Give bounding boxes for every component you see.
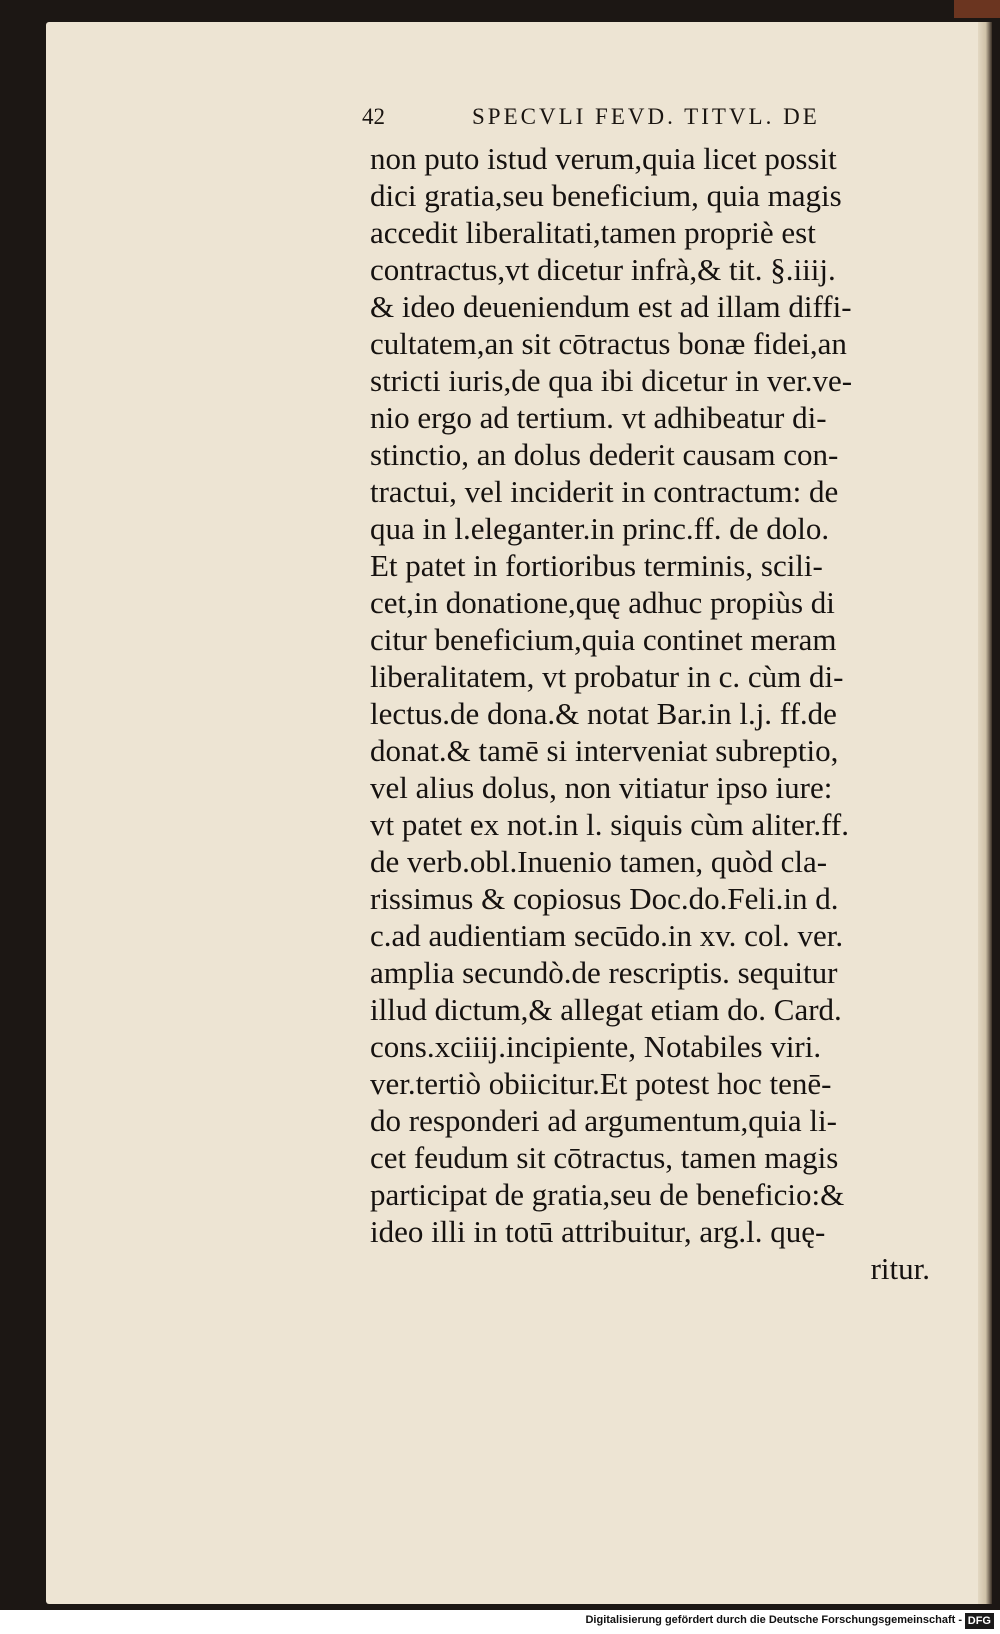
- text-line: donat.& tamē si interveniat subreptio,: [370, 733, 839, 768]
- text-line: cet feudum sit cōtractus, tamen magis: [370, 1140, 839, 1175]
- text-line: lectus.de dona.& notat Bar.in l.j. ff.de: [370, 696, 837, 731]
- text-line: vel alius dolus, non vitiatur ipso iure:: [370, 770, 833, 805]
- text-line: rissimus & copiosus Doc.do.Feli.in d.: [370, 881, 839, 916]
- text-line: illud dictum,& allegat etiam do. Card.: [370, 992, 842, 1027]
- text-line: cons.xciiij.incipiente, Notabiles viri.: [370, 1029, 822, 1064]
- text-line: ideo illi in totū attribuitur, arg.l. quę-: [370, 1214, 826, 1249]
- text-line: de verb.obl.Inuenio tamen, quòd cla-: [370, 844, 828, 879]
- text-line: qua in l.eleganter.in princ.ff. de dolo.: [370, 511, 830, 546]
- dfg-logo: DFG: [965, 1613, 994, 1629]
- body-text: [370, 140, 950, 1287]
- text-line: accedit liberalitati,tamen propriè est: [370, 215, 816, 250]
- text-line: liberalitatem, vt probatur in c. cùm di-: [370, 659, 844, 694]
- running-header: [362, 104, 882, 130]
- catchword: ritur.: [870, 1251, 930, 1286]
- text-line: c.ad audientiam secūdo.in xv. col. ver.: [370, 918, 844, 953]
- text-line: stinctio, an dolus dederit causam con-: [370, 437, 839, 472]
- text-line: stricti iuris,de qua ibi dicetur in ver.ve-: [370, 363, 853, 398]
- text-line: participat de gratia,seu de beneficio:&: [370, 1177, 845, 1212]
- text-line: cultatem,an sit cōtractus bonæ fidei,an: [370, 326, 847, 361]
- text-line: cet,in donatione,quę adhuc propiùs di: [370, 585, 835, 620]
- text-line: non puto istud verum,quia licet possit: [370, 141, 837, 176]
- folio-number: 42: [362, 104, 385, 129]
- footer-bar: [0, 1610, 1000, 1634]
- text-line: Et patet in fortioribus terminis, scili-: [370, 548, 823, 583]
- text-line: & ideo deueniendum est ad illam diffi-: [370, 289, 852, 324]
- text-line: vt patet ex not.in l. siquis cùm aliter.ff.: [370, 807, 849, 842]
- text-line: amplia secundò.de rescriptis. sequitur: [370, 955, 838, 990]
- text-line: tractui, vel inciderit in contractum: de: [370, 474, 839, 509]
- text-line: citur beneficium,quia continet meram: [370, 622, 837, 657]
- text-line: dici gratia,seu beneficium, quia magis: [370, 178, 842, 213]
- binding-corner: [954, 0, 1000, 18]
- page-gutter-edge: [978, 22, 992, 1604]
- funding-credit: Digitalisierung gefördert durch die Deutsche Forschungsgemeinschaft -: [585, 1614, 962, 1626]
- text-line: nio ergo ad tertium. vt adhibeatur di-: [370, 400, 827, 435]
- text-line: ver.tertiò obiicitur.Et potest hoc tenē-: [370, 1066, 832, 1101]
- text-line: contractus,vt dicetur infrà,& tit. §.iiij.: [370, 252, 836, 287]
- text-line: do responderi ad argumentum,quia li-: [370, 1103, 837, 1138]
- running-title: SPECVLI FEVD. TITVL. DE: [472, 104, 820, 129]
